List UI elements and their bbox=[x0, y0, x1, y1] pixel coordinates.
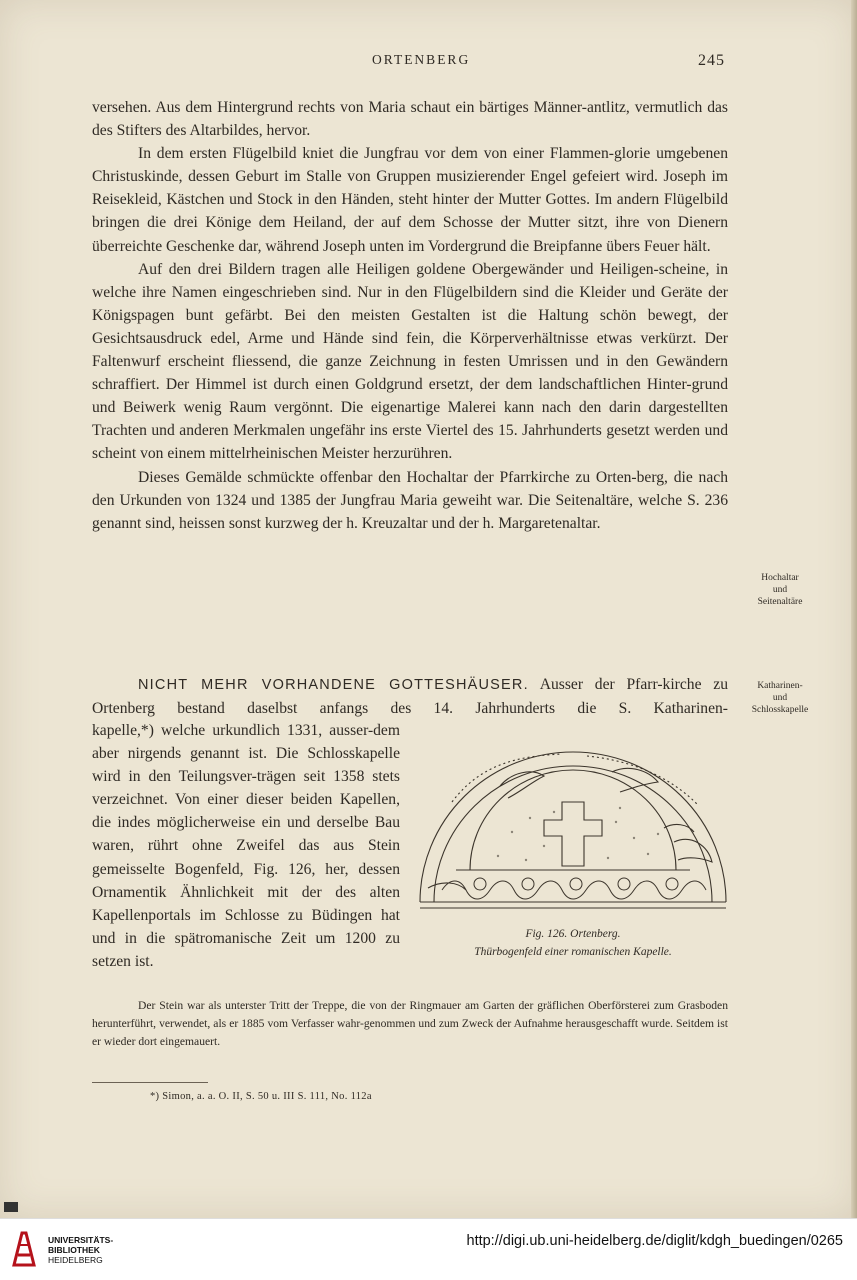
running-title: ORTENBERG bbox=[372, 52, 471, 67]
paragraph-2: In dem ersten Flügelbild kniet die Jungfrau vor dem von einer Flammen-glorie umgebenen Christuskinde, dessen Geburt im Stalle von Gruppen musizierender Engel gefeiert wird. Joseph im Reisekleid, Kästchen und Stock in den Händen, steht hinter der Mutter Gottes. Im andern Flügelbild bringen die drei Könige dem Heiland, der auf dem Schosse der Mutter sitzt, ihre von Dienern überreichte Geschenke dar, während Joseph unten im Vordergrund die Breipfanne übers Feuer hält. bbox=[92, 145, 728, 255]
margin-note-line: Hochaltar bbox=[761, 573, 799, 583]
margin-note-line: Seitenaltäre bbox=[757, 597, 803, 607]
figure-number: Fig. 126. Ortenberg. bbox=[525, 928, 621, 940]
paragraph-4: Dieses Gemälde schmückte offenbar den Hochaltar der Pfarrkirche zu Orten-berg, die nach den Urkunden von 1324 und 1385 der Jungfrau Maria geweiht war. Die Seitenaltäre, welche S. 236 genannt sind, heissen sonst kurzweg der h. Kreuzaltar und der h. Margaretenaltar. bbox=[92, 468, 728, 532]
page-edge bbox=[851, 0, 857, 1218]
main-text bbox=[92, 96, 728, 535]
section-narrow-text bbox=[92, 719, 400, 973]
page-number: 245 bbox=[698, 52, 725, 69]
footnote-block bbox=[92, 997, 728, 1052]
tympanum-figure bbox=[412, 742, 734, 917]
section-paragraph bbox=[92, 673, 728, 720]
margin-note-line: und bbox=[772, 693, 788, 703]
library-line: HEIDELBERG bbox=[48, 1255, 103, 1265]
figure-caption bbox=[412, 925, 734, 961]
margin-note-hochaltar bbox=[738, 572, 822, 608]
arch-outer bbox=[420, 752, 726, 902]
section-rest-text: kapelle,*) welche urkundlich 1331, ausser-dem aber nirgends genannt ist. Die Schlosskapelle wird in den Teilungsver-trägen seit 1358 stets verzeichnet. Von einer dieser beiden Kapellen, die indes möglicherweise ein und derselbe Bau waren, rührt ohne Zweifel das aus Stein gemeisselte Bogenfeld, Fig. 126, her, dessen Ornamentik Ähnlichkeit mit der des alten Kapellenportals im Schlosse zu Büdingen hat und in die spätromanische Zeit um 1200 zu setzen ist. bbox=[92, 722, 400, 970]
library-line: UNIVERSITÄTS- bbox=[48, 1235, 114, 1245]
university-logo-icon bbox=[10, 1227, 38, 1269]
cross-shape bbox=[544, 802, 602, 866]
section-intro bbox=[92, 673, 728, 720]
permalink[interactable]: http://digi.ub.uni-heidelberg.de/diglit/kdgh_buedingen/0265 bbox=[466, 1233, 843, 1249]
library-name bbox=[48, 1235, 113, 1265]
viewer-footer bbox=[0, 1218, 857, 1280]
page-mark bbox=[4, 1202, 18, 1212]
library-line: BIBLIOTHEK bbox=[48, 1245, 100, 1255]
section-lead-text: Ausser der Pfarr-kirche zu Ortenberg bestand daselbst anfangs des 14. Jahrhunderts die S. Katharinen- bbox=[92, 676, 728, 718]
section-heading: NICHT MEHR VORHANDENE GOTTESHÄUSER. bbox=[138, 677, 529, 693]
margin-note-line: Schlosskapelle bbox=[751, 705, 809, 715]
paragraph-1: versehen. Aus dem Hintergrund rechts von Maria schaut ein bärtiges Männer-antlitz, vermutlich das des Stifters des Altarbildes, hervor. bbox=[92, 99, 728, 140]
footnote-text: Der Stein war als unterster Tritt der Treppe, die von der Ringmauer am Garten der gräflichen Oberförsterei zum Grasboden herunterführt, verwendet, als er 1885 vom Verfasser wahr-genommen und zum Zweck der Aufnahme herausgeschafft wurde. Seitdem ist er wieder dort eingemauert. bbox=[92, 999, 728, 1049]
figure-title: Thürbogenfeld einer romanischen Kapelle. bbox=[474, 946, 672, 958]
footnote-star: *) Simon, a. a. O. II, S. 50 u. III S. 111, No. 112a bbox=[150, 1091, 372, 1102]
running-head bbox=[0, 50, 857, 74]
margin-note-katharinen bbox=[738, 680, 822, 716]
margin-note-line: und bbox=[772, 585, 788, 595]
margin-note-line: Katharinen- bbox=[757, 681, 803, 691]
footnote-rule bbox=[92, 1082, 208, 1083]
paragraph-3: Auf den drei Bildern tragen alle Heiligen goldene Obergewänder und Heiligen-scheine, in welche ihre Namen eingeschrieben sind. Nur in den Flügelbildern sind die Kleider und Geräte der Königspagen bunt gefärbt. Bei den meisten Gestalten ist die Haltung schön bewegt, der Gesichtsausdruck edel, Arme und Hände sind fein, die Körperverhältnisse etwas verkürzt. Der Faltenwurf erscheint fliessend, die ganze Zeichnung in festen Umrissen und in den Gewändern schraffiert. Der Himmel ist durch einen Goldgrund ersetzt, der dem landschaftlichen Hinter-grund und Beiwerk wenig Raum vergönnt. Die eigenartige Malerei kann nach den darin dargestellten Trachten und anderen Merkmalen ungefähr ins erste Viertel des 15. Jahrhunderts gesetzt werden und scheint von einem mittelrheinischen Meister herzurühren. bbox=[92, 260, 728, 463]
